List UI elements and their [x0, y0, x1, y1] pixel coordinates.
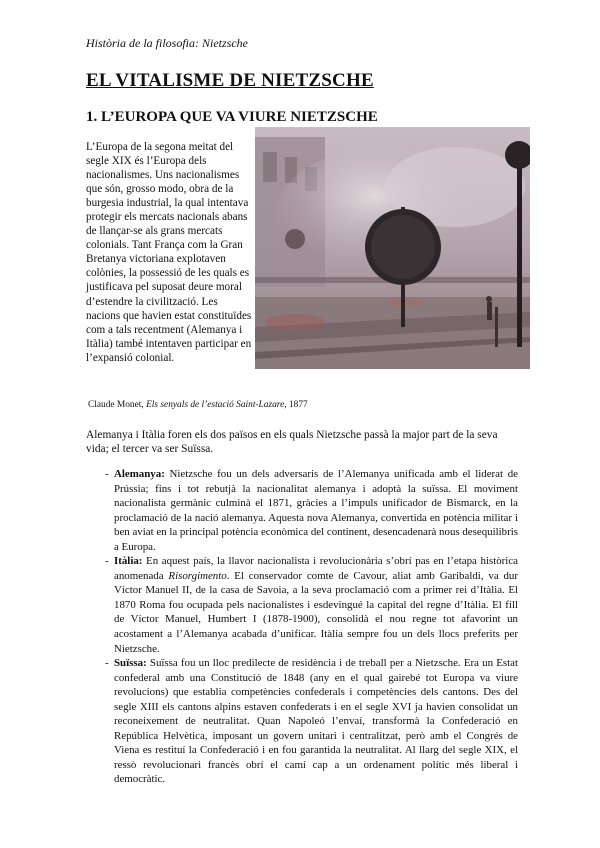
caption-author: Claude Monet, [88, 400, 147, 410]
list-item-italia [106, 554, 518, 656]
page-title: EL VITALISME DE NIETZSCHE [86, 70, 374, 91]
country-text: Nietzsche fou un dels adversaris de l’Alemanya unificada amb el liderat de Prússia; fins i tot rebutjà la nacionalitat alemanya i adoptà la suïssa. El moviment nacionalista germànic culminà el 1871, gràcies a l’impuls unificador de Bismarck, en la proclamació de la nació alemanya. Aquesta nova Alemanya, convertida en potència militar i ben aviat en la principal potència econòmica del continent, desencadenarà nous desequilibris a Europa. [114, 468, 519, 553]
intro-paragraph: L’Europa de la segona meitat del segle XIX és l’Europa dels nacionalismes. Uns nacionalismes que són, grosso modo, obra de la burgesia industrial, la qual intentava protegir els mercats nacionals abans de llançar-se als grans mercats colonials. Tant França com la Gran Bretanya victoriana explotaven colònies, la possessió de les quals es justificava pel suposat deure moral d’estendre la civilització. Les nacions que havien estat constituïdes com a tals recentment (Alemanya i Itàlia) també intentaven participar en l’expansió colonial. [86, 141, 252, 364]
country-name: Alemanya: [114, 468, 165, 480]
country-text: En aquest país, la llavor nacionalista i revolucionària s’obrí pas en l’etapa històrica anomenada [114, 555, 518, 582]
list-dash: - [105, 555, 109, 568]
list-item-alemanya [106, 467, 518, 554]
list-dash: - [105, 468, 109, 480]
paragraph-countries-intro: Alemanya i Itàlia foren els dos països en els quals Nietzsche passà la major part de la seva vida; el tercer va ser Suïssa. [86, 429, 498, 456]
caption-year: 1877 [286, 400, 308, 410]
country-text: Suïssa fou un lloc predilecte de residència i de treball per a Nietzsche. Era un Estat confederal amb una Constitució de 1848 (any en el qual gairebé tot Europa va viure revolucions) que establia competències confederals i competències dels cantons. Des del segle XIII els cantons alpins estaven confederats i en el segle XVI ja havien consolidat un reconeixement de neutralitat. Quan Napoleó l’envaí, transformà la Confederació en República Helvètica, imposant un govern unitari i centralitzat, però amb el Congrés de Viena es restituí la Confederació i en fou garantida la neutralitat. Al llarg del segle XIX, el ressò revolucionari francès obrí el camí cap a un ordenament polític més liberal i democràtic. [114, 657, 518, 786]
running-header: Història de la filosofia: Nietzsche [86, 36, 248, 50]
list-dash: - [105, 657, 109, 670]
country-name: Suïssa: [114, 657, 147, 670]
country-list [106, 467, 518, 787]
country-text: . El conservador comte de Cavour, aliat amb Garibaldi, va dur Víctor Manuel II, de la casa de Savoia, a la seva proclamació com a primer rei d’Itàlia. El 1870 Roma fou ocupada pels nacionalistes i esdevingué la capital del regne d’Itàlia. El fill de Víctor Manuel, Humbert I (1878-1900), consolidà el nou regne tot afavorint un acostament a l’Alemanya acabada d’unificar. Itàlia sempre fou un dels llocs preferits per Nietzsche. [114, 569, 518, 655]
painting-caption [88, 400, 308, 410]
list-item-suissa [106, 656, 518, 787]
caption-work-title: Els senyals de l’estació Saint-Lazare, [146, 400, 287, 410]
country-text-italic: Risorgimento [168, 569, 227, 582]
section-heading: 1. L’EUROPA QUE VA VIURE NIETZSCHE [86, 109, 378, 125]
country-name: Itàlia: [114, 555, 143, 568]
monet-painting-image [255, 127, 530, 369]
